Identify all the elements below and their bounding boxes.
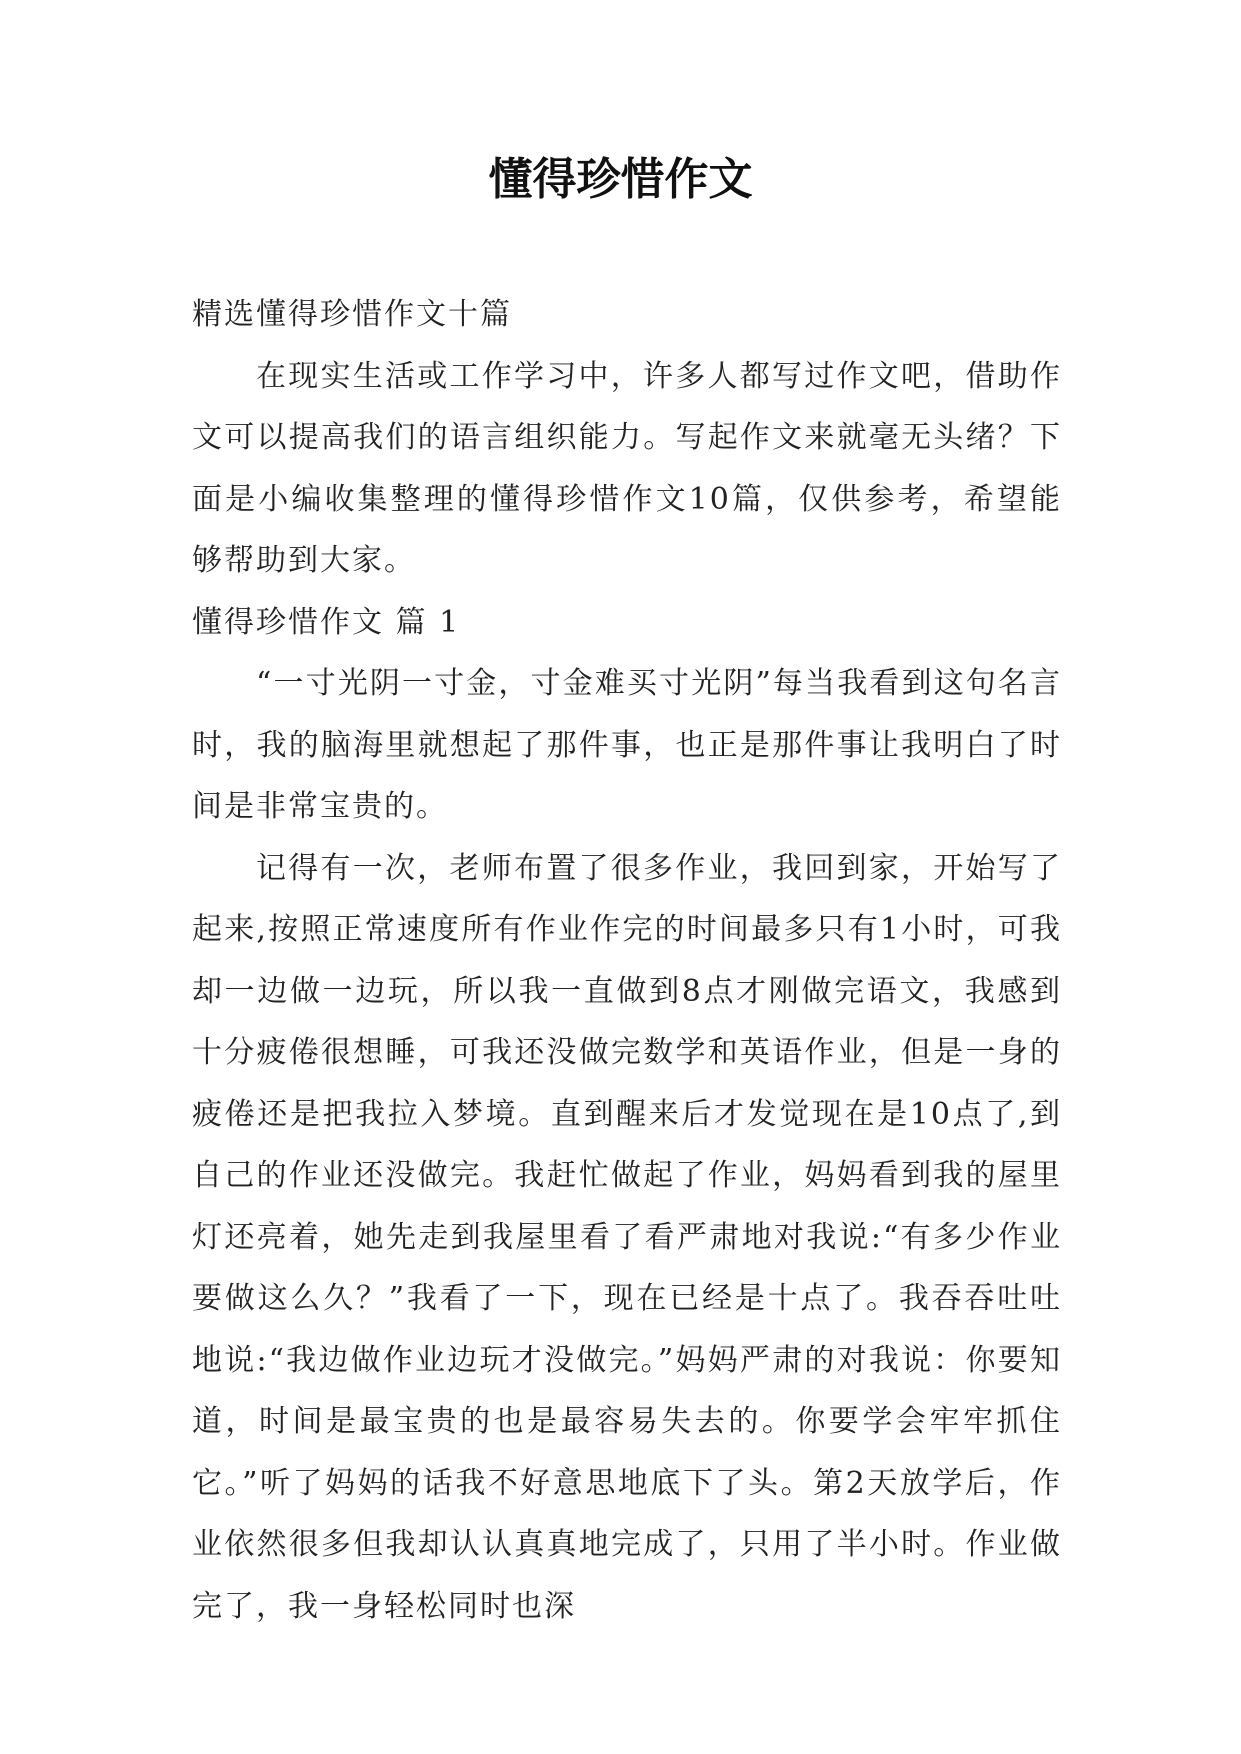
document-body	[192, 284, 1062, 1637]
document-title: 懂得珍惜作文	[488, 154, 753, 205]
intro-paragraph: 在现实生活或工作学习中，许多人都写过作文吧，借助作文可以提高我们的语言组织能力。写起作文来就毫无头绪？下面是小编收集整理的懂得珍惜作文10篇，仅供参考，希望能够帮助到大家。	[192, 358, 1062, 578]
document-subtitle: 精选懂得珍惜作文十篇	[192, 297, 512, 332]
body-paragraph-1: “一寸光阴一寸金，寸金难买寸光阴”每当我看到这句名言时，我的脑海里就想起了那件事，也正是那件事让我明白了时间是非常宝贵的。	[192, 666, 1062, 824]
body-paragraph-2: 记得有一次，老师布置了很多作业，我回到家，开始写了起来,按照正常速度所有作业作完的时间最多只有1小时，可我却一边做一边玩，所以我一直做到8点才刚做完语文，我感到十分疲倦很想睡，可我还没做完数学和英语作业，但是一身的疲倦还是把我拉入梦境。直到醒来后才发觉现在是10点了,到自己的作业还没做完。我赶忙做起了作业，妈妈看到我的屋里灯还亮着，她先走到我屋里看了看严肃地对我说:“有多少作业要做这么久？”我看了一下，现在已经是十点了。我吞吞吐吐地说:“我边做作业边玩才没做完。”妈妈严肃的对我说：你要知道，时间是最宝贵的也是最容易失去的。你要学会牢牢抓住它。”听了妈妈的话我不好意思地底下了头。第2天放学后，作业依然很多但我却认认真真地完成了，只用了半小时。作业做完了，我一身轻松同时也深	[192, 850, 1062, 1624]
section-heading: 懂得珍惜作文 篇 1	[192, 604, 461, 640]
